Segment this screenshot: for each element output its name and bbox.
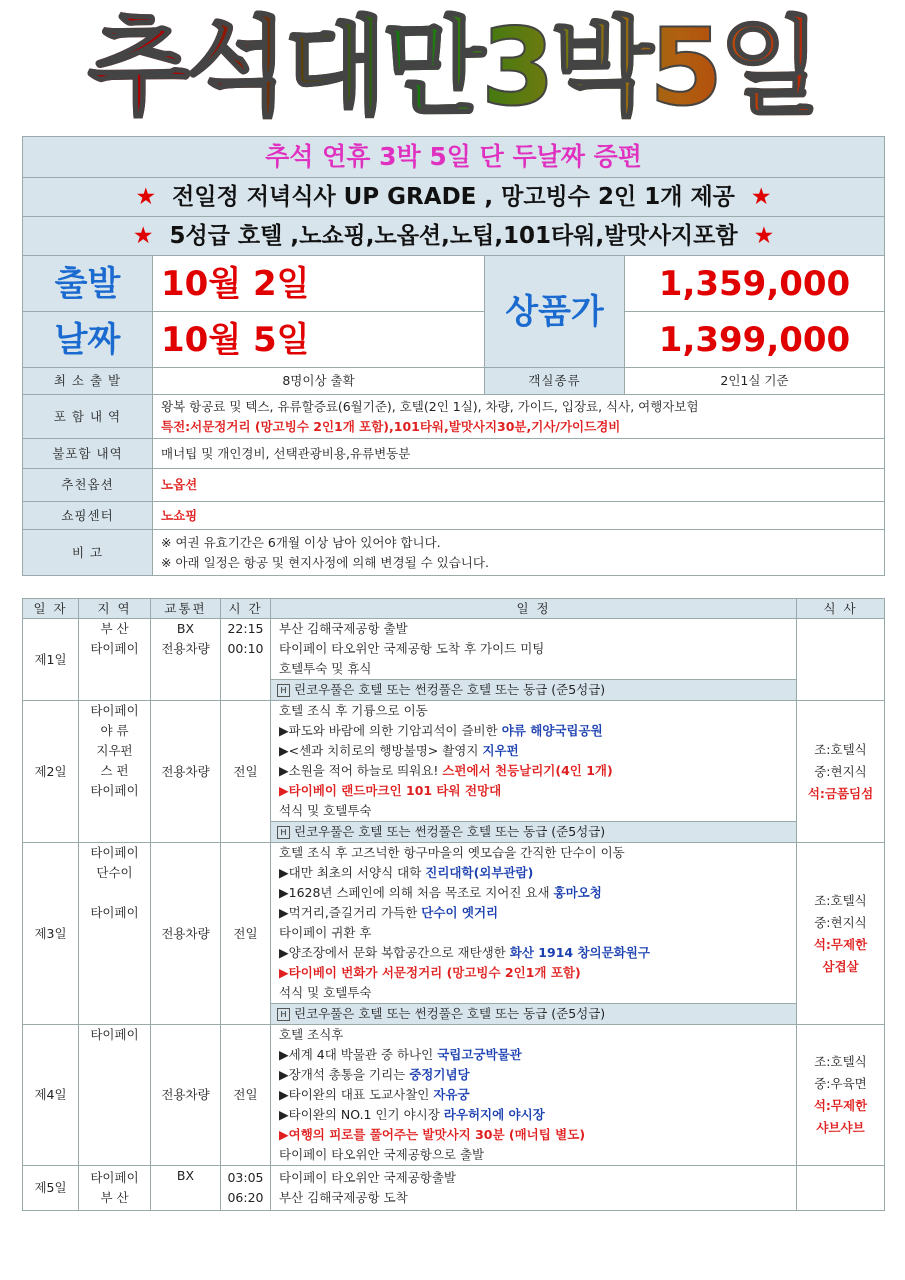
day-schedule	[271, 619, 797, 680]
shopping-label: 쇼핑센터	[23, 502, 153, 530]
col-region: 지 역	[79, 599, 151, 619]
col-time: 시 간	[221, 599, 271, 619]
schedule-line: 부산 김해국제공항 출발	[279, 621, 408, 636]
banner-line-2	[23, 178, 885, 217]
price-1: 1,359,000	[625, 256, 885, 312]
time: 00:10	[227, 641, 264, 656]
remarks-label: 비 고	[23, 530, 153, 576]
meal: 조:호텔식	[814, 892, 867, 908]
schedule-line: ▶1628년 스페인에 의해 처음 목조로 지어진 요새 홍마오청	[279, 885, 602, 900]
day-meal	[797, 701, 885, 843]
includes-text: 왕복 항공료 및 텍스, 유류할증료(6월기준), 호텔(2인 1실), 차량, 가이드, 입장료, 식사, 여행자보험	[161, 398, 699, 414]
time: 22:15	[227, 621, 264, 636]
day-schedule	[271, 701, 797, 822]
banner-line-2-text: 전일정 저녁식사 UP GRADE , 망고빙수 2인 1개 제공	[172, 184, 735, 210]
region: 야 류	[100, 723, 129, 738]
options-label: 추천옵션	[23, 469, 153, 502]
star-icon: ★	[753, 223, 775, 249]
meal: 조:호텔식	[814, 1054, 867, 1069]
day-region	[79, 619, 151, 701]
meal: 조:호텔식	[814, 741, 867, 757]
includes-special: 특전:서문정거리 (망고빙수 2인1개 포함),101타워,발맛사지30분,기사/가이드경비	[161, 418, 621, 434]
hotel-icon: H	[277, 826, 290, 839]
schedule-line: 호텔 조식 후 고즈넉한 항구마을의 옛모습을 간직한 단수이 이동	[279, 845, 625, 860]
star-icon: ★	[135, 184, 157, 210]
region: 타이페이	[90, 905, 139, 920]
includes-label: 포 함 내 역	[23, 395, 153, 439]
page-title: 추석대만3박5일	[0, 0, 905, 135]
schedule-line: 석식 및 호텔투숙	[279, 985, 372, 1000]
banner-line-1: 추석 연휴 3박 5일 단 두날짜 증편	[23, 137, 885, 178]
day-transport: 전용차량	[151, 701, 221, 843]
day-transport: BX	[151, 1166, 221, 1211]
table-row	[23, 1166, 885, 1211]
banner-line-3-text: 5성급 호텔 ,노쇼핑,노옵션,노팁,101타워,발맛사지포함	[169, 223, 738, 249]
schedule-line: ▶타이베이 랜드마크인 101 타워 전망대	[279, 783, 502, 798]
min-departure-value: 8명이상 출확	[153, 368, 485, 395]
schedule-line: 타이페이 타오위안 국제공항 도착 후 가이드 미팅	[279, 641, 545, 656]
schedule-line: 타이페이 타오위안 국제공항으로 출발	[279, 1147, 485, 1162]
table-row	[23, 619, 885, 680]
meal: 석:금품딤섬	[807, 785, 874, 801]
schedule-line: ▶양조장에서 문화 복합공간으로 재탄생한 화산 1914 창의문화원구	[279, 945, 650, 960]
summary-table	[22, 136, 885, 576]
meal: 중:현지식	[814, 914, 867, 930]
region: 부 산	[100, 621, 129, 636]
region: 타이페이	[90, 1170, 139, 1185]
schedule-line: 석식 및 호텔투숙	[279, 803, 372, 818]
includes-value	[153, 395, 885, 439]
region: 지우펀	[96, 743, 133, 758]
shopping-value: 노쇼핑	[153, 502, 885, 530]
day-label: 제5일	[23, 1166, 79, 1211]
day-region	[79, 843, 151, 1025]
day-transport: 전용차량	[151, 1025, 221, 1166]
time: 03:05	[227, 1170, 264, 1185]
table-row	[23, 1025, 885, 1166]
day-meal	[797, 1025, 885, 1166]
region: 타이페이	[90, 641, 139, 656]
day-region: 타이페이	[79, 1025, 151, 1166]
banner-line-3	[23, 217, 885, 256]
departure-date-2: 10월 5일	[153, 312, 485, 368]
price-label: 상품가	[485, 256, 625, 368]
remark-1: ※ 여권 유효기간은 6개월 이상 남아 있어야 합니다.	[161, 534, 441, 550]
schedule-line: ▶세계 4대 박물관 중 하나인 국립고궁박물관	[279, 1047, 522, 1062]
region: 스 펀	[100, 763, 129, 778]
day-transport	[151, 619, 221, 701]
meal: 샤브샤브	[816, 1120, 865, 1135]
hotel-text: 린코우풀은 호텔 또는 썬컹풀은 호텔 또는 동급 (준5성급)	[294, 824, 606, 839]
star-icon: ★	[132, 223, 154, 249]
region	[79, 883, 150, 903]
remark-2: ※ 아래 일정은 항공 및 현지사정에 의해 변경될 수 있습니다.	[161, 554, 489, 570]
day-label: 제3일	[23, 843, 79, 1025]
schedule-line: ▶장개석 총통을 기리는 중정기념당	[279, 1067, 470, 1082]
day-schedule	[271, 1025, 797, 1166]
day-region	[79, 701, 151, 843]
day-label: 제2일	[23, 701, 79, 843]
day-region	[79, 1166, 151, 1211]
min-departure-label: 최 소 출 발	[23, 368, 153, 395]
schedule-line: 호텔 조식 후 기륭으로 이동	[279, 703, 428, 718]
region: 타이페이	[90, 703, 139, 718]
schedule-line: ▶파도와 바람에 의한 기암괴석이 즐비한 야류 해양국립공원	[279, 723, 603, 738]
schedule-line: 타이페이 타오위안 국제공항출발	[279, 1170, 456, 1185]
room-type-value: 2인1실 기준	[625, 368, 885, 395]
schedule-line: 부산 김해국제공항 도착	[279, 1190, 408, 1205]
departure-date-1: 10월 2일	[153, 256, 485, 312]
region: 단수이	[96, 865, 133, 880]
day-time	[221, 1166, 271, 1211]
schedule-line: ▶타이베이 번화가 서문정거리 (망고빙수 2인1개 포함)	[279, 965, 581, 980]
day-schedule	[271, 843, 797, 1004]
schedule-line: ▶타이완의 NO.1 인기 야시장 라우허지에 야시장	[279, 1107, 545, 1122]
hotel-text: 린코우풀은 호텔 또는 썬컹풀은 호텔 또는 동급 (준5성급)	[294, 682, 606, 697]
day-transport: 전용차량	[151, 843, 221, 1025]
schedule-line: 호텔 조식후	[279, 1027, 344, 1042]
day-time: 전일	[221, 701, 271, 843]
col-schedule: 일 정	[271, 599, 797, 619]
col-transport: 교통편	[151, 599, 221, 619]
schedule-line: ▶먹거리,즐길거리 가득한 단수이 옛거리	[279, 905, 499, 920]
schedule-line: ▶여행의 피로를 풀어주는 발맛사지 30분 (매너팁 별도)	[279, 1127, 586, 1142]
region: 부 산	[100, 1190, 129, 1205]
schedule-line: ▶대만 최초의 서양식 대학 진리대학(외부관람)	[279, 865, 534, 880]
day-meal	[797, 619, 885, 701]
hotel-line	[271, 1004, 797, 1025]
hotel-line	[271, 680, 797, 701]
region: 타이페이	[90, 783, 139, 798]
departure-label-1: 출발	[23, 256, 153, 312]
day-time	[221, 619, 271, 701]
day-time: 전일	[221, 843, 271, 1025]
itinerary-table	[22, 598, 885, 1211]
transport: 전용차량	[161, 641, 210, 656]
day-meal	[797, 843, 885, 1025]
schedule-line: ▶타이완의 대표 도교사찰인 자유궁	[279, 1087, 470, 1102]
price-2: 1,399,000	[625, 312, 885, 368]
remarks-value	[153, 530, 885, 576]
meal: 석:무제한	[813, 1098, 868, 1113]
excludes-value: 매너팁 및 개인경비, 선택관광비용,유류변동분	[153, 439, 885, 469]
options-value: 노옵션	[153, 469, 885, 502]
star-icon: ★	[750, 184, 772, 210]
schedule-line: ▶소원을 적어 하늘로 띄워요! 스펀에서 천등날리기(4인 1개)	[279, 763, 613, 778]
day-time: 전일	[221, 1025, 271, 1166]
col-meal: 식 사	[797, 599, 885, 619]
day-label: 제1일	[23, 619, 79, 701]
hotel-icon: H	[277, 684, 290, 697]
region: 타이페이	[90, 845, 139, 860]
excludes-label: 불포함 내역	[23, 439, 153, 469]
schedule-line: 호텔투숙 및 휴식	[279, 661, 372, 676]
day-meal	[797, 1166, 885, 1211]
schedule-line: ▶<센과 치히로의 행방불명> 촬영지 지우펀	[279, 743, 519, 758]
table-row	[23, 843, 885, 1004]
room-type-label: 객실종류	[485, 368, 625, 395]
meal: 삼겹살	[822, 958, 859, 974]
meal: 중:현지식	[814, 763, 867, 779]
schedule-line: 타이페이 귀환 후	[279, 925, 372, 940]
day-schedule	[271, 1166, 797, 1211]
time: 06:20	[227, 1190, 264, 1205]
hotel-icon: H	[277, 1008, 290, 1021]
hotel-line	[271, 822, 797, 843]
day-label: 제4일	[23, 1025, 79, 1166]
departure-label-2: 날짜	[23, 312, 153, 368]
meal: 석:무제한	[813, 936, 868, 952]
col-day: 일 자	[23, 599, 79, 619]
meal: 중:우육면	[814, 1076, 867, 1091]
transport: BX	[176, 621, 195, 636]
table-row	[23, 701, 885, 822]
hotel-text: 린코우풀은 호텔 또는 썬컹풀은 호텔 또는 동급 (준5성급)	[294, 1006, 606, 1021]
